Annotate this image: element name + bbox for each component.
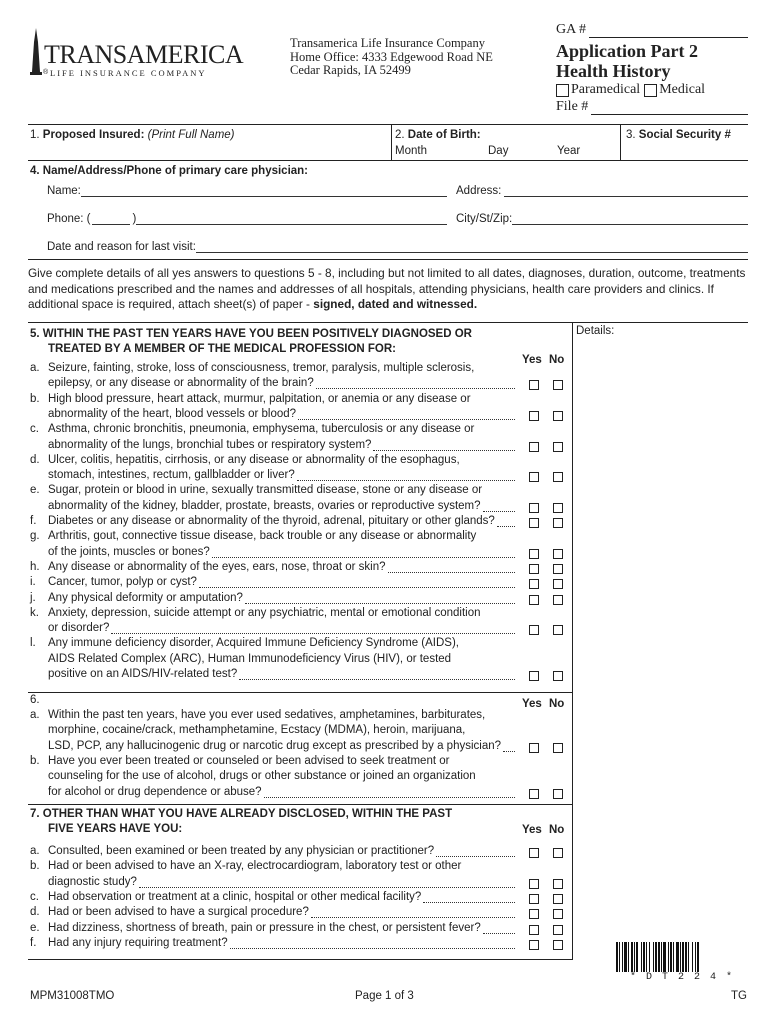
leader-dots	[503, 741, 515, 752]
q5-item-line	[48, 423, 526, 435]
q6-item-text: counseling for the use of alcohol, drugs or other substance or joined an organization	[48, 770, 476, 783]
barcode-bar	[680, 942, 681, 972]
dob-month: Month	[395, 145, 427, 157]
q5-item-text: stomach, intestines, rectum, gallbladder or liver?	[48, 469, 295, 482]
q5-item-text: abnormality of the kidney, bladder, prostate, breasts, ovaries or reproductive system?	[48, 499, 481, 512]
q5-item-text: or disorder?	[48, 622, 110, 635]
q7-f-no-checkbox[interactable]	[553, 940, 563, 950]
q5-heading-2: TREATED BY A MEMBER OF THE MEDICAL PROFESSION FOR:	[48, 343, 396, 355]
dob-year: Year	[557, 145, 581, 157]
leader-dots	[483, 501, 515, 512]
barcode-bar	[668, 942, 669, 972]
q7-item-text: Had dizziness, shortness of breath, pain or pressure in the chest, or persistent fever?	[48, 921, 481, 934]
leader-dots	[311, 907, 515, 918]
q5-item-letter: k.	[30, 606, 39, 619]
q5-g-no-checkbox[interactable]	[553, 549, 563, 559]
q5-item-letter: a.	[30, 362, 40, 374]
barcode-bar	[682, 942, 684, 972]
leader-dots	[230, 938, 515, 949]
q6-a-yes-checkbox[interactable]	[529, 743, 539, 753]
proposed-insured-label: Proposed Insured:	[42, 129, 145, 141]
company-address	[290, 37, 493, 78]
q7-c-yes-checkbox[interactable]	[529, 894, 539, 904]
q5-item-letter: l.	[30, 637, 36, 650]
leader-dots	[199, 577, 515, 588]
q6-b-yes-checkbox[interactable]	[529, 789, 539, 799]
q5-item-line	[48, 561, 519, 573]
q5-item-text: Sugar, protein or blood in urine, sexually transmitted disease, stone or any disease or	[48, 484, 483, 497]
leader-dots	[297, 470, 515, 481]
q7-item-line	[48, 876, 519, 888]
q5-f-no-checkbox[interactable]	[553, 518, 563, 528]
q6-item-text: for alcohol or drug dependence or abuse?	[48, 785, 262, 798]
q5-item-text: Any immune deficiency disorder, Acquired Immune Deficiency Syndrome (AIDS),	[48, 637, 459, 650]
leader-dots	[423, 892, 515, 903]
q5-item-text: abnormality of the lungs, bronchial tubes or respiratory system?	[48, 438, 372, 451]
q5-e-no-checkbox[interactable]	[553, 503, 563, 513]
leader-dots	[111, 623, 515, 634]
q7-item-text: Consulted, been examined or been treated by any physician or practitioner?	[48, 845, 435, 857]
leader-dots	[239, 669, 515, 680]
q7-no-label: No	[549, 824, 565, 836]
barcode-bar	[619, 942, 620, 972]
barcode-bar	[641, 942, 642, 972]
q6-item-letter: b.	[30, 754, 40, 767]
q6-a-no-checkbox[interactable]	[553, 743, 563, 753]
footer-code: TG	[731, 990, 747, 1002]
q5-item-line	[48, 546, 519, 558]
q5-item-line	[48, 653, 526, 665]
q5-item-line	[48, 377, 519, 389]
phone-label: Phone: (	[47, 213, 91, 225]
form-number: MPM31008TMO	[30, 990, 115, 1002]
barcode-bar	[673, 942, 674, 972]
q5-item-line	[48, 484, 526, 496]
q5-item-letter: i.	[30, 576, 36, 589]
q6-item-line	[48, 724, 526, 736]
leader-dots	[298, 409, 515, 420]
q6-item-text: Within the past ten years, have you ever used sedatives, amphetamines, barbiturates,	[48, 709, 486, 721]
details-label: Details:	[576, 325, 615, 337]
q5-heading: 5. WITHIN THE PAST TEN YEARS HAVE YOU BEEN POSITIVELY DIAGNOSED OR	[30, 328, 472, 340]
barcode-bar	[697, 942, 699, 972]
company-line1: Transamerica Life Insurance Company	[290, 36, 485, 50]
city-input[interactable]	[512, 212, 748, 225]
barcode-text: * D T 2 2 4 *	[630, 972, 735, 983]
q6-no-label: No	[549, 698, 565, 710]
barcode-bar	[649, 942, 650, 972]
ga-label: GA #	[556, 22, 586, 37]
q7-item-line	[48, 906, 519, 918]
leader-dots	[139, 877, 515, 888]
barcode-bar	[658, 942, 660, 972]
q5-c-no-checkbox[interactable]	[553, 442, 563, 452]
q5-item-letter: c.	[30, 423, 39, 436]
q5-item-text: AIDS Related Complex (ARC), Human Immunodeficiency Virus (HIV), or tested	[48, 652, 452, 665]
barcode-bar	[692, 942, 693, 972]
q5-b-yes-checkbox[interactable]	[529, 411, 539, 421]
paramedical-checkbox[interactable]	[556, 84, 569, 97]
field-number: 1.	[30, 129, 40, 141]
q5-f-yes-checkbox[interactable]	[529, 518, 539, 528]
q7-d-no-checkbox[interactable]	[553, 909, 563, 919]
q5-item-line	[48, 592, 519, 604]
physician-heading: 4. Name/Address/Phone of primary care physician:	[30, 165, 309, 177]
q6-item-line	[48, 740, 519, 752]
proposed-insured-hint: (Print Full Name)	[147, 129, 235, 141]
q7-c-no-checkbox[interactable]	[553, 894, 563, 904]
dob-label: Date of Birth:	[407, 129, 481, 141]
logo-subtitle: LIFE INSURANCE COMPANY	[50, 68, 207, 78]
q6-item-line	[48, 709, 526, 721]
header-block	[556, 22, 748, 115]
q5-g-yes-checkbox[interactable]	[529, 549, 539, 559]
details-area[interactable]	[574, 340, 746, 955]
q7-item-line	[48, 937, 519, 949]
q5-i-no-checkbox[interactable]	[553, 579, 563, 589]
barcode-bar	[643, 942, 645, 972]
q7-heading: 7. OTHER THAN WHAT YOU HAVE ALREADY DISCLOSED, WITHIN THE PAST	[30, 808, 453, 820]
q7-item-text: diagnostic study?	[48, 875, 137, 888]
phone-close: )	[132, 213, 137, 225]
q5-item-text: Arthritis, gout, connective tissue disease, back trouble or any disease or abnormality	[48, 530, 477, 543]
physician-address-input[interactable]	[504, 184, 748, 197]
leader-dots	[245, 593, 515, 604]
q5-j-no-checkbox[interactable]	[553, 595, 563, 605]
instructions-bold: signed, dated and witnessed.	[313, 297, 478, 311]
q5-item-text: Ulcer, colitis, hepatitis, cirrhosis, or any disease or abnormality of the esophagus,	[48, 453, 460, 466]
barcode-bar	[636, 942, 638, 972]
instructions	[28, 266, 750, 313]
q7-b-no-checkbox[interactable]	[553, 879, 563, 889]
instructions-text: Give complete details of all yes answers to questions 5 - 8, including but not limited to all dates, diagnoses, duration, outcome, treatments and medications prescribed and the names and addresses of all hospitals, attending physicians, health care providers and clinics. If additional space is required, attach sheet(s) of paper -	[28, 266, 746, 311]
q5-item-letter: e.	[30, 484, 40, 497]
q5-yes-label: Yes	[522, 354, 542, 366]
q6-item-letter: a.	[30, 709, 40, 721]
q5-item-text: Seizure, fainting, stroke, loss of consciousness, tremor, paralysis, multiple sclerosis,	[48, 362, 475, 374]
last-visit-label: Date and reason for last visit:	[47, 241, 196, 253]
q5-item-line	[48, 439, 519, 451]
barcode-bar	[634, 942, 635, 972]
leader-dots	[264, 787, 515, 798]
ga-field[interactable]	[589, 23, 748, 38]
q5-i-yes-checkbox[interactable]	[529, 579, 539, 589]
physician-name-input[interactable]	[81, 184, 447, 197]
q5-item-text: Anxiety, depression, suicide attempt or any psychiatric, mental or emotional condition	[48, 606, 481, 619]
q6-yes-label: Yes	[522, 698, 542, 710]
q7-item-line	[48, 922, 519, 934]
leader-dots	[373, 440, 515, 451]
q7-item-text: Had any injury requiring treatment?	[48, 936, 228, 949]
q5-item-text: Asthma, chronic bronchitis, pneumonia, emphysema, tuberculosis or any disease or	[48, 423, 475, 436]
q5-e-yes-checkbox[interactable]	[529, 503, 539, 513]
q7-item-letter: b.	[30, 860, 40, 873]
q5-item-text: of the joints, muscles or bones?	[48, 545, 210, 558]
barcode-bar	[624, 942, 627, 972]
proposed-insured-field[interactable]	[30, 129, 235, 141]
leader-dots	[316, 378, 515, 389]
leader-dots	[388, 562, 515, 573]
q5-c-yes-checkbox[interactable]	[529, 442, 539, 452]
q7-d-yes-checkbox[interactable]	[529, 909, 539, 919]
name-label: Name:	[47, 185, 81, 197]
q5-a-no-checkbox[interactable]	[553, 380, 563, 390]
q5-item-text: Cancer, tumor, polyp or cyst?	[48, 576, 197, 589]
q5-item-letter: b.	[30, 392, 40, 405]
q5-item-text: abnormality of the heart, blood vessels or blood?	[48, 407, 297, 420]
barcode-bar	[688, 942, 689, 972]
q5-item-letter: h.	[30, 560, 40, 573]
medical-label: Medical	[659, 82, 706, 97]
torch-icon	[28, 28, 44, 76]
q5-item-line	[48, 408, 519, 420]
q6-item-text: LSD, PCP, any hallucinogenic drug or narcotic drug except as prescribed by a physician?	[48, 739, 502, 752]
barcode-bar	[685, 942, 687, 972]
q5-h-yes-checkbox[interactable]	[529, 564, 539, 574]
q5-item-text: High blood pressure, heart attack, murmur, palpitation, or anemia or any disease or	[48, 392, 471, 405]
q6-heading: 6.	[30, 694, 40, 706]
q5-item-text: Any disease or abnormality of the eyes, ears, nose, throat or skin?	[48, 560, 386, 573]
q5-item-text: epilepsy, or any disease or abnormality of the brain?	[48, 377, 314, 390]
barcode-bar	[676, 942, 679, 972]
q5-item-line	[48, 530, 526, 542]
barcode	[616, 942, 746, 972]
q5-item-line	[48, 362, 526, 374]
q7-b-yes-checkbox[interactable]	[529, 879, 539, 889]
q5-item-letter: j.	[30, 591, 36, 604]
barcode-bar	[622, 942, 623, 972]
q5-item-letter: d.	[30, 453, 40, 466]
leader-dots	[436, 846, 515, 857]
dob-day: Day	[488, 145, 509, 157]
paramedical-label: Paramedical	[571, 82, 641, 97]
q7-item-letter: a.	[30, 845, 40, 857]
q5-item-letter: f.	[30, 515, 37, 527]
q5-l-yes-checkbox[interactable]	[529, 671, 539, 681]
q5-item-line	[48, 637, 526, 649]
q5-item-line	[48, 469, 519, 481]
q7-item-text: Had or been advised to have a surgical procedure?	[48, 906, 309, 919]
q5-item-line	[48, 622, 519, 634]
q7-f-yes-checkbox[interactable]	[529, 940, 539, 950]
q7-item-letter: f.	[30, 936, 37, 949]
q5-item-line	[48, 515, 519, 527]
q5-k-no-checkbox[interactable]	[553, 625, 563, 635]
q6-item-text: morphine, cocaine/crack, methamphetamine, Ecstacy (MDMA), heroin, marijuana,	[48, 724, 466, 737]
q5-item-text: Diabetes or any disease or abnormality of the thyroid, adrenal, pituitary or other glands?	[48, 515, 495, 527]
barcode-bar	[631, 942, 633, 972]
q7-e-no-checkbox[interactable]	[553, 925, 563, 935]
q6-item-line	[48, 770, 526, 782]
file-field[interactable]	[591, 100, 748, 115]
q7-e-yes-checkbox[interactable]	[529, 925, 539, 935]
barcode-bar	[653, 942, 654, 972]
q5-item-line	[48, 454, 526, 466]
q5-item-text: positive on an AIDS/HIV-related test?	[48, 668, 238, 680]
q7-item-letter: d.	[30, 906, 40, 919]
q5-h-no-checkbox[interactable]	[553, 564, 563, 574]
field-number: 2.	[395, 129, 405, 141]
barcode-bar	[670, 942, 672, 972]
q5-item-line	[48, 393, 526, 405]
address-label: Address:	[456, 185, 502, 197]
barcode-bar	[646, 942, 647, 972]
leader-dots	[483, 923, 515, 934]
field-number: 3.	[626, 129, 636, 141]
q6-item-line	[48, 755, 526, 767]
q7-item-letter: e.	[30, 921, 40, 934]
q7-item-letter: c.	[30, 890, 39, 903]
q7-a-no-checkbox[interactable]	[553, 848, 563, 858]
q7-yes-label: Yes	[522, 824, 542, 836]
phone-number-input[interactable]	[136, 212, 447, 225]
form-subtitle: Health History	[556, 61, 671, 81]
barcode-bar	[628, 942, 629, 972]
q5-item-line	[48, 500, 519, 512]
barcode-bar	[695, 942, 696, 972]
company-logo: TRANSAMERICA LIFE INSURANCE COMPANY ®	[28, 28, 238, 78]
q5-l-no-checkbox[interactable]	[553, 671, 563, 681]
q6-b-no-checkbox[interactable]	[553, 789, 563, 799]
q5-a-yes-checkbox[interactable]	[529, 380, 539, 390]
q7-a-yes-checkbox[interactable]	[529, 848, 539, 858]
medical-checkbox[interactable]	[644, 84, 657, 97]
q5-d-no-checkbox[interactable]	[553, 472, 563, 482]
city-label: City/St/Zip:	[456, 213, 513, 225]
ssn-field[interactable]	[626, 129, 731, 141]
ssn-label: Social Security #	[638, 129, 731, 141]
q5-item-text: Any physical deformity or amputation?	[48, 591, 243, 604]
q5-j-yes-checkbox[interactable]	[529, 595, 539, 605]
q5-item-line	[48, 576, 519, 588]
file-label: File #	[556, 99, 589, 114]
phone-area-input[interactable]	[92, 212, 130, 225]
q5-item-line	[48, 607, 526, 619]
leader-dots	[497, 516, 515, 527]
q7-item-text: Had observation or treatment at a clinic, hospital or other medical facility?	[48, 890, 422, 903]
q7-item-line	[48, 891, 519, 903]
logo-name: TRANSAMERICA	[44, 40, 244, 69]
q7-heading-2: FIVE YEARS HAVE YOU:	[48, 823, 183, 835]
barcode-bar	[655, 942, 657, 972]
q5-no-label: No	[549, 354, 565, 366]
barcode-bar	[663, 942, 666, 972]
q5-k-yes-checkbox[interactable]	[529, 625, 539, 635]
q6-item-text: Have you ever been treated or counseled or been advised to seek treatment or	[48, 754, 450, 767]
barcode-bar	[661, 942, 662, 972]
date-of-birth-field[interactable]	[395, 129, 615, 141]
page-number: Page 1 of 3	[355, 990, 414, 1002]
barcode-bar	[616, 942, 618, 972]
q7-item-line	[48, 845, 519, 857]
leader-dots	[212, 547, 515, 558]
q5-item-letter: g.	[30, 530, 40, 543]
q5-item-line	[48, 668, 519, 680]
q5-d-yes-checkbox[interactable]	[529, 472, 539, 482]
q7-item-text: Had or been advised to have an X-ray, electrocardiogram, laboratory test or other	[48, 860, 462, 873]
q7-item-line	[48, 860, 526, 872]
form-title: Application Part 2	[556, 41, 698, 61]
last-visit-input[interactable]	[196, 240, 748, 253]
top-rule	[28, 124, 748, 125]
company-line2: Home Office: 4333 Edgewood Road NE	[290, 49, 493, 64]
q6-item-line	[48, 786, 519, 798]
company-line3: Cedar Rapids, IA 52499	[290, 63, 411, 77]
q5-b-no-checkbox[interactable]	[553, 411, 563, 421]
